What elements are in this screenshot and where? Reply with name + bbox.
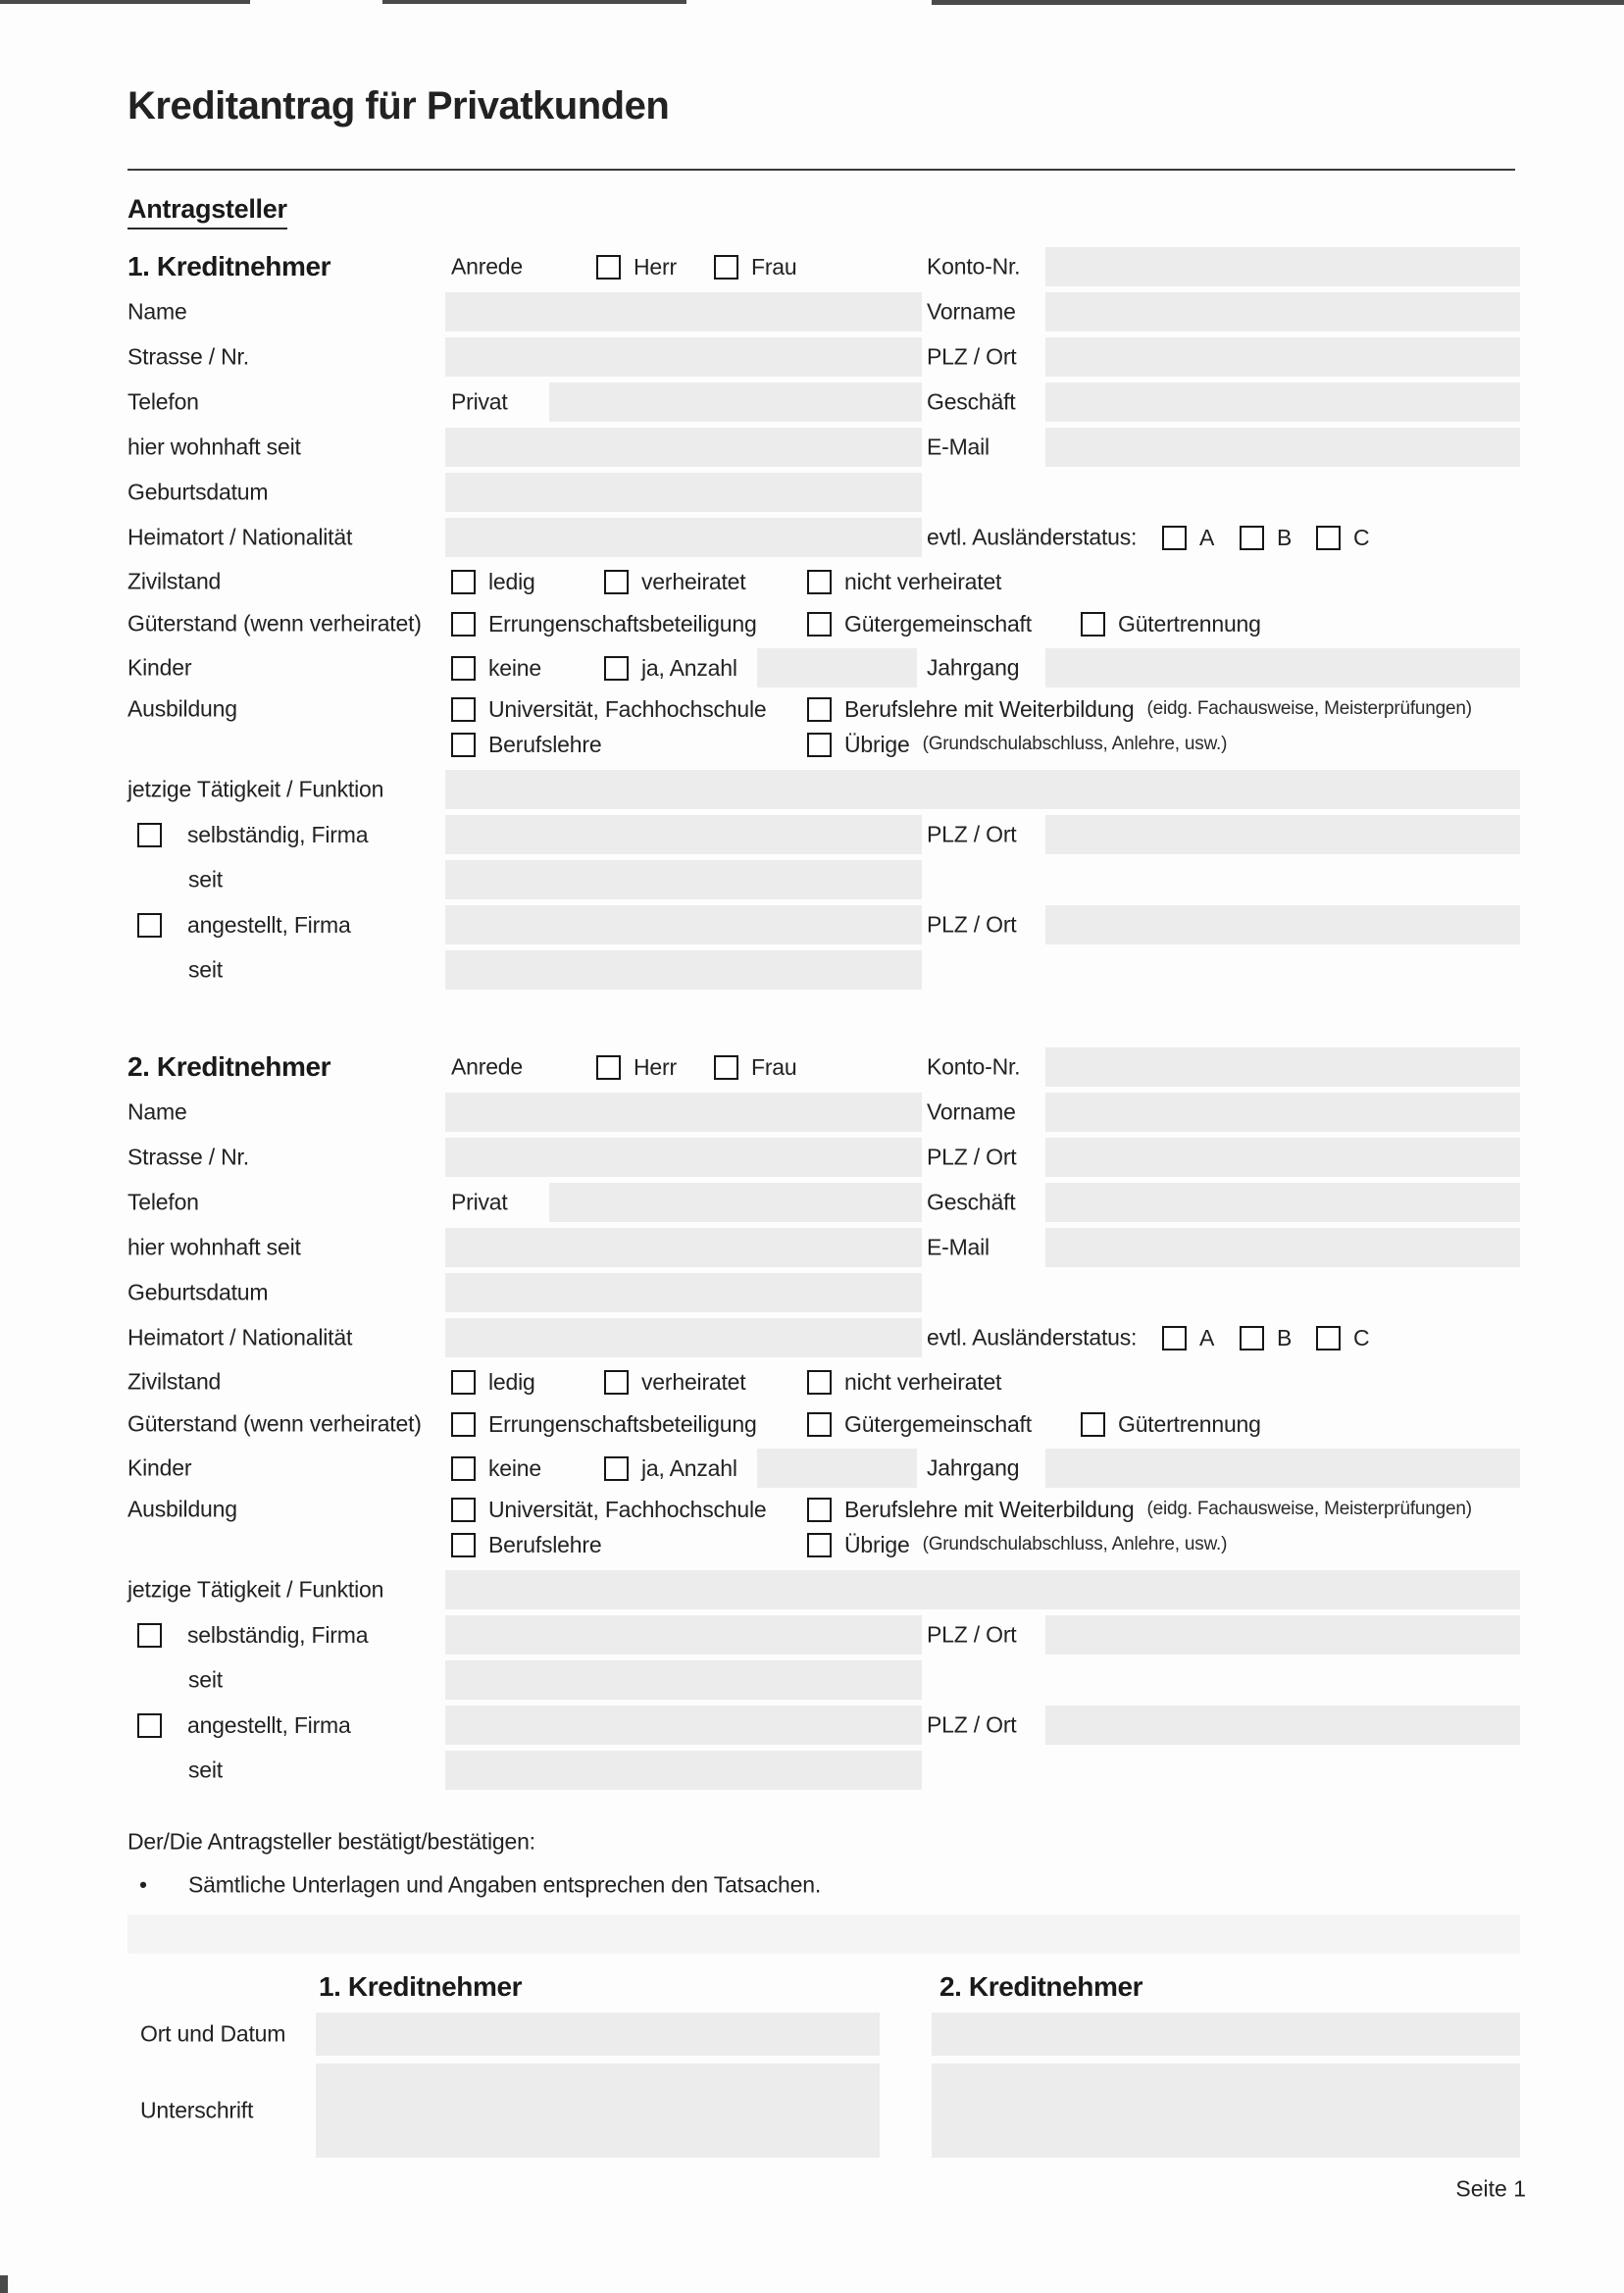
checkbox-group-status-c-kn1: [1316, 516, 1369, 559]
uni-label: Universität, Fachhochschule: [488, 1496, 767, 1522]
ort-datum-label: Ort und Datum: [140, 2020, 286, 2047]
anzahl-input-kn1[interactable]: [757, 648, 917, 688]
email-input-kn2[interactable]: [1045, 1228, 1520, 1267]
errungenschaft-label: Errungenschaftsbeteiligung: [488, 610, 757, 637]
strasse-label: Strasse / Nr.: [127, 343, 249, 370]
name-label: Name: [127, 1098, 187, 1125]
plz-ort-label: PLZ / Ort: [927, 1621, 1017, 1648]
kinder-label: Kinder: [127, 654, 192, 681]
bullet-icon: •: [139, 1871, 148, 1898]
guetergemeinschaft-label: Gütergemeinschaft: [844, 610, 1032, 637]
checkbox-group-guetergemeinschaft-kn1: [807, 603, 1032, 644]
confirmation-bullet: Sämtliche Unterlagen und Angaben entsprechen den Tatsachen.: [188, 1871, 822, 1898]
ausbildung-label: Ausbildung: [127, 695, 237, 722]
privat-label: Privat: [451, 388, 508, 415]
gueterstand-label: Güterstand (wenn verheiratet): [127, 1410, 422, 1437]
geburtsdatum-input-kn2[interactable]: [445, 1273, 922, 1312]
name-label: Name: [127, 298, 187, 325]
selbstaendig-checkbox-kn1[interactable]: [137, 823, 162, 847]
status-a-checkbox-kn1[interactable]: [1162, 526, 1187, 550]
uni-checkbox-kn2[interactable]: [451, 1498, 476, 1522]
vorname-input-kn1[interactable]: [1045, 292, 1520, 331]
status-a-label: A: [1199, 524, 1215, 550]
berufslehre-checkbox-kn1[interactable]: [451, 733, 476, 757]
checkbox-group-angestellt-kn1: [137, 903, 351, 946]
plz-ort-label: PLZ / Ort: [927, 1144, 1017, 1170]
strasse-label: Strasse / Nr.: [127, 1144, 249, 1170]
angestellt-label: angestellt, Firma: [187, 1711, 351, 1738]
checkbox-group-status-b-kn2: [1240, 1316, 1292, 1359]
checkbox-group-verheiratet-kn1: [604, 561, 745, 602]
strasse-input-kn1[interactable]: [445, 337, 922, 377]
berufslehre-weiterbildung-label: Berufslehre mit Weiterbildung: [844, 695, 1135, 722]
selbstaendig-seit-input-kn1[interactable]: [445, 860, 922, 899]
checkbox-group-frau-kn1: [714, 245, 797, 288]
herr-checkbox-kn2[interactable]: [596, 1055, 621, 1080]
unterschrift-input-kn2[interactable]: [932, 2064, 1520, 2158]
checkbox-group-keine-kn2: [451, 1447, 541, 1490]
taetigkeit-input-kn1[interactable]: [445, 770, 1520, 809]
keine-checkbox-kn1[interactable]: [451, 656, 476, 681]
plz-ort-input-kn1[interactable]: [1045, 337, 1520, 377]
uebrige-note: (Grundschulabschluss, Anlehre, usw.): [922, 1534, 1228, 1554]
konto-nr-label: Konto-Nr.: [927, 1053, 1021, 1080]
status-a-checkbox-kn2[interactable]: [1162, 1326, 1187, 1350]
jahrgang-input-kn1[interactable]: [1045, 648, 1520, 688]
zivilstand-label: Zivilstand: [127, 1368, 222, 1395]
frau-checkbox-kn2[interactable]: [714, 1055, 738, 1080]
anrede-label: Anrede: [451, 253, 523, 280]
checkbox-group-ja-anzahl-kn1: [604, 646, 737, 689]
nicht-verheiratet-label: nicht verheiratet: [844, 1368, 1002, 1395]
zivilstand-label: Zivilstand: [127, 568, 222, 594]
email-label: E-Mail: [927, 433, 990, 460]
scan-artifact: [382, 0, 686, 4]
uebrige-checkbox-kn1[interactable]: [807, 733, 832, 757]
herr-checkbox-kn1[interactable]: [596, 255, 621, 280]
checkbox-group-keine-kn1: [451, 646, 541, 689]
angestellt-firma-input-kn2[interactable]: [445, 1706, 922, 1745]
checkbox-group-guetertrennung-kn2: [1081, 1403, 1261, 1445]
checkbox-group-status-c-kn2: [1316, 1316, 1369, 1359]
verheiratet-label: verheiratet: [641, 1368, 746, 1395]
email-label: E-Mail: [927, 1234, 990, 1260]
checkbox-group-status-a-kn2: [1162, 1316, 1214, 1359]
checkbox-group-berufslehre-kn2: [451, 1527, 601, 1562]
frau-label: Frau: [751, 253, 797, 280]
ort-datum-input-kn2[interactable]: [932, 2013, 1520, 2056]
heimatort-input-kn1[interactable]: [445, 518, 922, 557]
frau-label: Frau: [751, 1053, 797, 1080]
jahrgang-label: Jahrgang: [927, 1454, 1020, 1481]
section-1-title: 1. Kreditnehmer: [127, 251, 331, 281]
konto-nr-input-kn2[interactable]: [1045, 1047, 1520, 1087]
status-c-checkbox-kn1[interactable]: [1316, 526, 1341, 550]
page-title: Kreditantrag für Privatkunden: [127, 84, 670, 127]
checkbox-group-errungenschaft-kn2: [451, 1403, 757, 1445]
ja-anzahl-label: ja, Anzahl: [641, 654, 737, 681]
form-subtitle: Antragsteller: [127, 194, 287, 229]
telefon-geschaeft-input-kn1[interactable]: [1045, 382, 1520, 422]
guetertrennung-checkbox-kn1[interactable]: [1081, 612, 1105, 637]
taetigkeit-label: jetzige Tätigkeit / Funktion: [127, 1576, 384, 1603]
berufslehre-weiterbildung-checkbox-kn2[interactable]: [807, 1498, 832, 1522]
heimatort-label: Heimatort / Nationalität: [127, 1324, 353, 1350]
plz-ort-label: PLZ / Ort: [927, 343, 1017, 370]
selbstaendig-label: selbständig, Firma: [187, 1621, 369, 1648]
section-2-title: 2. Kreditnehmer: [127, 1051, 331, 1082]
status-b-checkbox-kn1[interactable]: [1240, 526, 1264, 550]
checkbox-group-uni-kn1: [451, 691, 767, 727]
guetertrennung-label: Gütertrennung: [1118, 1410, 1261, 1437]
geburtsdatum-label: Geburtsdatum: [127, 479, 269, 505]
plz-ort-label: PLZ / Ort: [927, 821, 1017, 847]
errungenschaft-checkbox-kn1[interactable]: [451, 612, 476, 637]
heimatort-label: Heimatort / Nationalität: [127, 524, 353, 550]
guetergemeinschaft-label: Gütergemeinschaft: [844, 1410, 1032, 1437]
privat-label: Privat: [451, 1189, 508, 1215]
checkbox-group-status-a-kn1: [1162, 516, 1214, 559]
telefon-privat-input-kn1[interactable]: [549, 382, 922, 422]
confirmation-intro: Der/Die Antragsteller bestätigt/bestätigen:: [127, 1828, 535, 1855]
frau-checkbox-kn1[interactable]: [714, 255, 738, 280]
plz-ort-input-kn2[interactable]: [1045, 1138, 1520, 1177]
checkbox-group-frau-kn2: [714, 1045, 797, 1089]
status-c-label: C: [1353, 1324, 1370, 1350]
checkbox-group-berufslehre-kn1: [451, 727, 601, 762]
checkbox-group-verheiratet-kn2: [604, 1361, 745, 1402]
ja-anzahl-checkbox-kn2[interactable]: [604, 1456, 629, 1481]
ja-anzahl-label: ja, Anzahl: [641, 1454, 737, 1481]
keine-label: keine: [488, 654, 541, 681]
selbstaendig-seit-input-kn2[interactable]: [445, 1660, 922, 1700]
selbstaendig-checkbox-kn2[interactable]: [137, 1623, 162, 1648]
title-divider: [127, 169, 1515, 171]
scan-artifact: [0, 2275, 8, 2293]
berufslehre-weiterbildung-checkbox-kn1[interactable]: [807, 697, 832, 722]
uebrige-label: Übrige: [844, 731, 910, 757]
heimatort-input-kn2[interactable]: [445, 1318, 922, 1357]
page-number: Seite 1: [1455, 2175, 1526, 2202]
herr-label: Herr: [634, 1053, 677, 1080]
telefon-label: Telefon: [127, 1189, 199, 1215]
ledig-checkbox-kn2[interactable]: [451, 1370, 476, 1395]
selbstaendig-plz-ort-input-kn1[interactable]: [1045, 815, 1520, 854]
ausbildung-label: Ausbildung: [127, 1496, 237, 1522]
kinder-label: Kinder: [127, 1454, 192, 1481]
seit-label: seit: [188, 1757, 223, 1783]
angestellt-label: angestellt, Firma: [187, 911, 351, 938]
auslaenderstatus-label: evtl. Ausländerstatus:: [927, 1324, 1138, 1350]
nicht-verheiratet-checkbox-kn2[interactable]: [807, 1370, 832, 1395]
checkbox-group-berufslehre-weiterbildung-kn2: [807, 1492, 1472, 1527]
checkbox-group-guetertrennung-kn1: [1081, 603, 1261, 644]
telefon-label: Telefon: [127, 388, 199, 415]
vorname-input-kn2[interactable]: [1045, 1093, 1520, 1132]
verheiratet-checkbox-kn1[interactable]: [604, 570, 629, 594]
selbstaendig-plz-ort-input-kn2[interactable]: [1045, 1615, 1520, 1655]
jahrgang-label: Jahrgang: [927, 654, 1020, 681]
checkbox-group-ja-anzahl-kn2: [604, 1447, 737, 1490]
status-b-checkbox-kn2[interactable]: [1240, 1326, 1264, 1350]
wohnhaft-input-kn1[interactable]: [445, 428, 922, 467]
errungenschaft-checkbox-kn2[interactable]: [451, 1412, 476, 1437]
taetigkeit-input-kn2[interactable]: [445, 1570, 1520, 1609]
uni-label: Universität, Fachhochschule: [488, 695, 767, 722]
seit-label: seit: [188, 956, 223, 983]
checkbox-group-errungenschaft-kn1: [451, 603, 757, 644]
status-b-label: B: [1277, 1324, 1293, 1350]
berufslehre-weiterbildung-note: (eidg. Fachausweise, Meisterprüfungen): [1146, 1499, 1472, 1519]
guetertrennung-checkbox-kn2[interactable]: [1081, 1412, 1105, 1437]
checkbox-group-uni-kn2: [451, 1492, 767, 1527]
unterschrift-label: Unterschrift: [140, 2097, 254, 2123]
status-a-label: A: [1199, 1324, 1215, 1350]
wohnhaft-input-kn2[interactable]: [445, 1228, 922, 1267]
telefon-geschaeft-input-kn2[interactable]: [1045, 1183, 1520, 1222]
geburtsdatum-input-kn1[interactable]: [445, 473, 922, 512]
uebrige-checkbox-kn2[interactable]: [807, 1533, 832, 1557]
guetergemeinschaft-checkbox-kn1[interactable]: [807, 612, 832, 637]
checkbox-group-selbstaendig-kn2: [137, 1613, 368, 1656]
uebrige-note: (Grundschulabschluss, Anlehre, usw.): [922, 734, 1228, 754]
scan-artifact: [0, 0, 250, 4]
strasse-input-kn2[interactable]: [445, 1138, 922, 1177]
angestellt-plz-ort-input-kn2[interactable]: [1045, 1706, 1520, 1745]
wohnhaft-label: hier wohnhaft seit: [127, 1234, 301, 1260]
konto-nr-input-kn1[interactable]: [1045, 247, 1520, 286]
geschaeft-label: Geschäft: [927, 388, 1016, 415]
ort-datum-input-kn1[interactable]: [316, 2013, 880, 2056]
checkbox-group-nicht-verheiratet-kn1: [807, 561, 1001, 602]
checkbox-group-ledig-kn2: [451, 1361, 535, 1402]
nicht-verheiratet-checkbox-kn1[interactable]: [807, 570, 832, 594]
plz-ort-label: PLZ / Ort: [927, 911, 1017, 938]
ledig-checkbox-kn1[interactable]: [451, 570, 476, 594]
ja-anzahl-checkbox-kn1[interactable]: [604, 656, 629, 681]
status-c-checkbox-kn2[interactable]: [1316, 1326, 1341, 1350]
vorname-label: Vorname: [927, 1098, 1016, 1125]
vorname-label: Vorname: [927, 298, 1016, 325]
checkbox-group-status-b-kn1: [1240, 516, 1292, 559]
selbstaendig-label: selbständig, Firma: [187, 821, 369, 847]
herr-label: Herr: [634, 253, 677, 280]
ledig-label: ledig: [488, 1368, 535, 1395]
checkbox-group-uebrige-kn2: [807, 1527, 1227, 1562]
uebrige-label: Übrige: [844, 1531, 910, 1557]
berufslehre-checkbox-kn2[interactable]: [451, 1533, 476, 1557]
berufslehre-label: Berufslehre: [488, 731, 602, 757]
angestellt-seit-input-kn2[interactable]: [445, 1751, 922, 1790]
checkbox-group-uebrige-kn1: [807, 727, 1227, 762]
verheiratet-label: verheiratet: [641, 568, 746, 594]
geschaeft-label: Geschäft: [927, 1189, 1016, 1215]
guetergemeinschaft-checkbox-kn2[interactable]: [807, 1412, 832, 1437]
berufslehre-label: Berufslehre: [488, 1531, 602, 1557]
geburtsdatum-label: Geburtsdatum: [127, 1279, 269, 1305]
checkbox-group-herr-kn1: [596, 245, 677, 288]
keine-checkbox-kn2[interactable]: [451, 1456, 476, 1481]
status-c-label: C: [1353, 524, 1370, 550]
email-input-kn1[interactable]: [1045, 428, 1520, 467]
angestellt-firma-input-kn1[interactable]: [445, 905, 922, 944]
seit-label: seit: [188, 866, 223, 892]
jahrgang-input-kn2[interactable]: [1045, 1449, 1520, 1488]
name-input-kn2[interactable]: [445, 1093, 922, 1132]
seit-label: seit: [188, 1666, 223, 1693]
signature-col1-title: 1. Kreditnehmer: [319, 1971, 523, 2002]
auslaenderstatus-label: evtl. Ausländerstatus:: [927, 524, 1138, 550]
guetertrennung-label: Gütertrennung: [1118, 610, 1261, 637]
checkbox-group-guetergemeinschaft-kn2: [807, 1403, 1032, 1445]
status-b-label: B: [1277, 524, 1293, 550]
signature-col2-title: 2. Kreditnehmer: [939, 1971, 1143, 2002]
keine-label: keine: [488, 1454, 541, 1481]
anzahl-input-kn2[interactable]: [757, 1449, 917, 1488]
nicht-verheiratet-label: nicht verheiratet: [844, 568, 1002, 594]
wohnhaft-label: hier wohnhaft seit: [127, 433, 301, 460]
berufslehre-weiterbildung-note: (eidg. Fachausweise, Meisterprüfungen): [1146, 698, 1472, 719]
plz-ort-label: PLZ / Ort: [927, 1711, 1017, 1738]
verheiratet-checkbox-kn2[interactable]: [604, 1370, 629, 1395]
uni-checkbox-kn1[interactable]: [451, 697, 476, 722]
checkbox-group-herr-kn2: [596, 1045, 677, 1089]
angestellt-seit-input-kn1[interactable]: [445, 950, 922, 990]
selbstaendig-firma-input-kn2[interactable]: [445, 1615, 922, 1655]
separator-band: [127, 1914, 1520, 1954]
angestellt-plz-ort-input-kn1[interactable]: [1045, 905, 1520, 944]
checkbox-group-berufslehre-weiterbildung-kn1: [807, 691, 1472, 727]
angestellt-checkbox-kn1[interactable]: [137, 913, 162, 938]
scan-artifact: [932, 0, 1624, 5]
anrede-label: Anrede: [451, 1053, 523, 1080]
telefon-privat-input-kn2[interactable]: [549, 1183, 922, 1222]
checkbox-group-nicht-verheiratet-kn2: [807, 1361, 1001, 1402]
taetigkeit-label: jetzige Tätigkeit / Funktion: [127, 776, 384, 802]
konto-nr-label: Konto-Nr.: [927, 253, 1021, 280]
checkbox-group-selbstaendig-kn1: [137, 813, 368, 856]
ledig-label: ledig: [488, 568, 535, 594]
checkbox-group-ledig-kn1: [451, 561, 535, 602]
selbstaendig-firma-input-kn1[interactable]: [445, 815, 922, 854]
errungenschaft-label: Errungenschaftsbeteiligung: [488, 1410, 757, 1437]
name-input-kn1[interactable]: [445, 292, 922, 331]
berufslehre-weiterbildung-label: Berufslehre mit Weiterbildung: [844, 1496, 1135, 1522]
gueterstand-label: Güterstand (wenn verheiratet): [127, 610, 422, 637]
unterschrift-input-kn1[interactable]: [316, 2064, 880, 2158]
angestellt-checkbox-kn2[interactable]: [137, 1713, 162, 1738]
checkbox-group-angestellt-kn2: [137, 1704, 351, 1747]
